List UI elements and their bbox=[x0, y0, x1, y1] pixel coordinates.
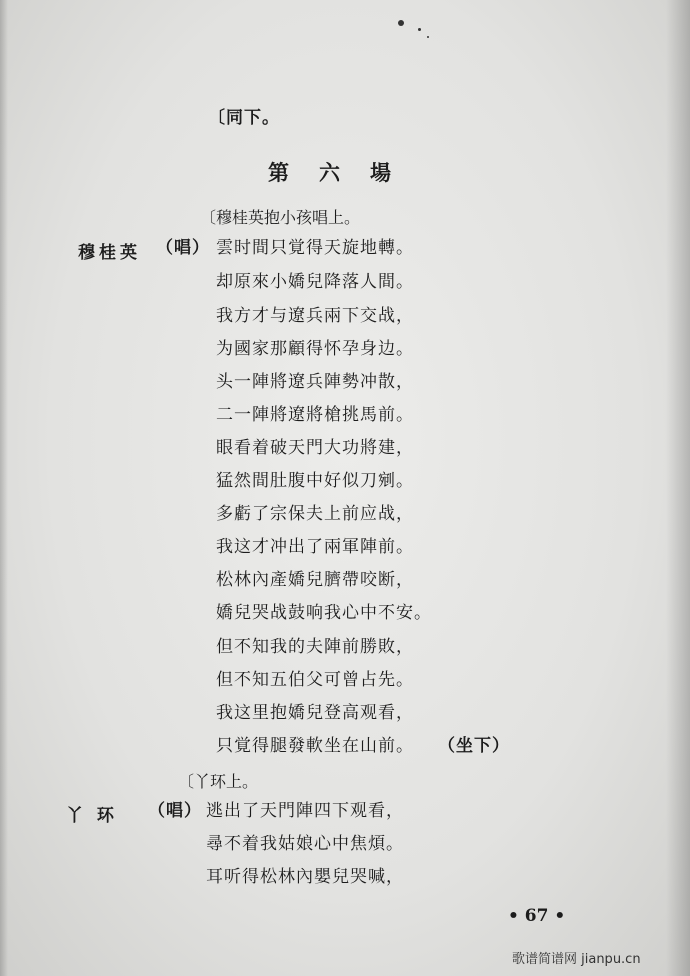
lyric-line: 我这里抱嬌兒登高观看， bbox=[216, 703, 414, 723]
ink-speck bbox=[427, 36, 429, 38]
lyric-line: 嬌兒哭战鼓响我心中不安。 bbox=[216, 603, 432, 623]
speaker-name-maid: 丫 环 bbox=[66, 806, 118, 826]
scene-title: 第六場 bbox=[268, 160, 421, 185]
ink-speck bbox=[398, 20, 404, 26]
lyric-line: 为國家那顧得怀孕身边。 bbox=[216, 339, 414, 359]
ink-speck bbox=[418, 28, 421, 31]
speaker-name-mu-guiying: 穆桂英 bbox=[78, 243, 141, 263]
lyric-line: 我这才冲出了兩軍陣前。 bbox=[216, 537, 414, 557]
site-watermark: 歌谱简谱网 jianpu.cn bbox=[512, 952, 641, 967]
singing-marker-maid: （唱） bbox=[148, 801, 202, 821]
stage-direction-exit: 〔同下。 bbox=[208, 108, 280, 128]
lyric-line: 二一陣將遼將槍挑馬前。 bbox=[216, 405, 414, 425]
lyric-line: 只覚得腿發軟坐在山前。 bbox=[216, 736, 414, 756]
lyric-line: 耳听得松林內嬰兒哭喊， bbox=[206, 867, 404, 887]
lyric-line: 猛然間肚腹中好似刀剜。 bbox=[216, 471, 414, 491]
lyric-line: 雲时間只覚得天旋地轉。 bbox=[216, 238, 414, 258]
singing-marker-mu: （唱） bbox=[156, 238, 210, 258]
stage-direction-maid-enter: 〔丫环上。 bbox=[178, 772, 259, 791]
page-shadow-right bbox=[666, 0, 690, 976]
lyric-line: 多虧了宗保夫上前应战， bbox=[216, 504, 414, 524]
page-shadow-left bbox=[0, 0, 8, 976]
stage-direction-sit: （坐下） bbox=[438, 736, 510, 756]
lyric-line: 头一陣將遼兵陣勢冲散， bbox=[216, 372, 414, 392]
lyric-line: 但不知五伯父可曾占先。 bbox=[216, 670, 414, 690]
lyric-line: 逃出了天門陣四下观看， bbox=[206, 801, 404, 821]
stage-direction-mu-enter: 〔穆桂英抱小孩唱上。 bbox=[200, 208, 361, 227]
lyric-line: 却原來小嬌兒降落人間。 bbox=[216, 272, 414, 292]
page-number: • 67 • bbox=[508, 906, 566, 926]
lyric-line: 松林內產嬌兒臍帶咬断， bbox=[216, 570, 414, 590]
lyric-line: 我方才与遼兵兩下交战， bbox=[216, 306, 414, 326]
lyric-line: 但不知我的夫陣前勝敗， bbox=[216, 637, 414, 657]
lyric-line: 尋不着我姑娘心中焦煩。 bbox=[206, 834, 404, 854]
lyric-line: 眼看着破天門大功將建， bbox=[216, 438, 414, 458]
